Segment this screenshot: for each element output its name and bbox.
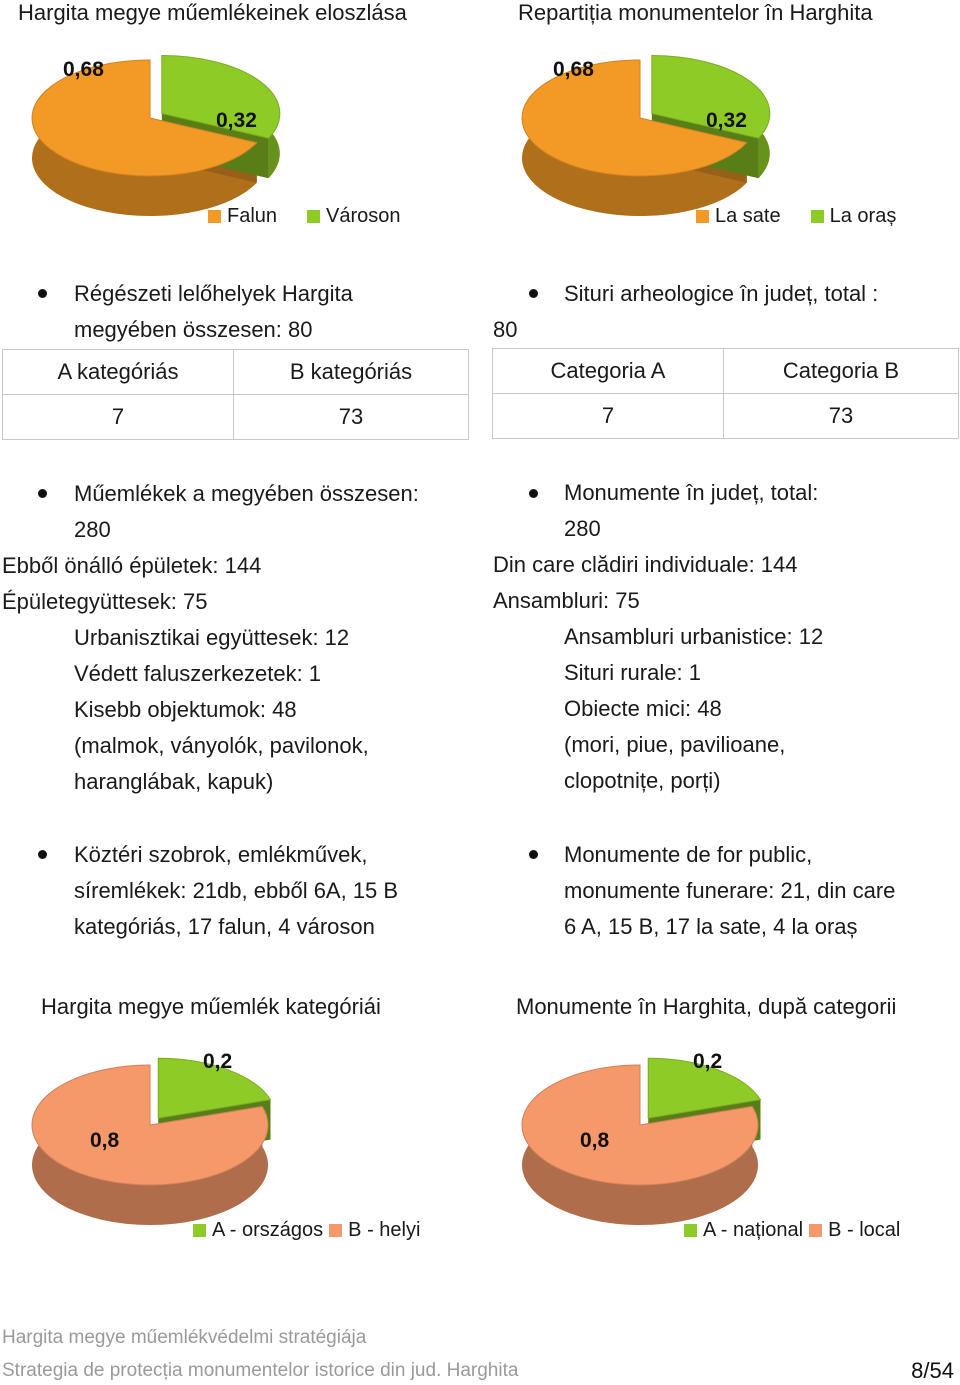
statues-line-ro: monumente funerare: 21, din care xyxy=(564,878,896,903)
pie-value-label: 0,2 xyxy=(693,1050,723,1073)
pie-value-label: 0,68 xyxy=(63,58,104,81)
legend-label: A - országos xyxy=(212,1219,324,1241)
legend-item-varoson xyxy=(307,204,401,228)
table-header-cell: Categoria B xyxy=(724,349,959,394)
pie-value-label: 0,2 xyxy=(203,1050,233,1073)
legend-swatch xyxy=(329,1224,342,1237)
bullet-icon xyxy=(529,489,538,498)
legend-label: Városon xyxy=(326,205,401,227)
pie-value-label: 0,8 xyxy=(90,1129,120,1152)
table-cell: 73 xyxy=(724,394,959,439)
monuments-sub-hu: Kisebb objektumok: 48 xyxy=(74,697,297,722)
monuments-line3-ro: Din care clădiri individuale: 144 xyxy=(493,552,798,577)
arch-line1-hu: Régészeti lelőhelyek Hargita xyxy=(74,281,353,306)
monuments-line3-hu: Ebből önálló épületek: 144 xyxy=(2,553,262,578)
legend-item-a xyxy=(684,1218,803,1242)
arch-table-ro xyxy=(492,348,959,439)
legend-ro-categories xyxy=(684,1218,900,1242)
statues-line-hu: síremlékek: 21db, ebből 6A, 15 B xyxy=(74,878,399,903)
pie-chart-ro-categories xyxy=(520,1030,790,1225)
table-cell: 7 xyxy=(3,395,234,440)
legend-label: La sate xyxy=(715,205,781,227)
arch-line2-ro: 80 xyxy=(493,317,518,342)
monuments-sub-ro: clopotnițe, porți) xyxy=(564,768,721,793)
legend-swatch xyxy=(811,210,824,223)
pie-chart-ro-distribution xyxy=(520,40,790,220)
legend-item-la-oras xyxy=(811,204,897,228)
table-header-cell: B kategóriás xyxy=(234,350,469,395)
chart-title-ro-categories: Monumente în Harghita, după categorii xyxy=(516,994,897,1019)
pie-value-label: 0,32 xyxy=(706,109,747,132)
statues-line-ro: 6 A, 15 B, 17 la sate, 4 la oraș xyxy=(564,914,858,939)
legend-ro-distribution xyxy=(696,204,896,228)
bullet-icon xyxy=(38,289,47,298)
pie-chart-hu-categories xyxy=(30,1030,300,1225)
legend-swatch xyxy=(208,210,221,223)
monuments-sub-ro: Obiecte mici: 48 xyxy=(564,696,722,721)
table-cell: 73 xyxy=(234,395,469,440)
monuments-sub-hu: haranglábak, kapuk) xyxy=(74,769,274,794)
legend-item-b xyxy=(329,1218,420,1242)
bullet-icon xyxy=(38,850,47,859)
page-number: 8/54 xyxy=(911,1358,954,1383)
pie-value-label: 0,8 xyxy=(580,1129,610,1152)
pie-body xyxy=(522,1050,760,1225)
arch-table-hu xyxy=(2,349,469,440)
legend-swatch xyxy=(809,1224,822,1237)
table-cell: 7 xyxy=(493,394,724,439)
monuments-sub-ro: (mori, piue, pavilioane, xyxy=(564,732,786,757)
legend-swatch xyxy=(193,1224,206,1237)
footer-title-hu: Hargita megye műemlékvédelmi stratégiája xyxy=(2,1327,367,1348)
chart-title-ro-distribution: Repartiția monumentelor în Harghita xyxy=(518,0,873,25)
monuments-sub-ro: Ansambluri urbanistice: 12 xyxy=(564,624,824,649)
pie-chart-hu-distribution xyxy=(30,40,300,220)
legend-label: B - helyi xyxy=(348,1219,421,1241)
monuments-sub-ro: Situri rurale: 1 xyxy=(564,660,701,685)
pie-value-label: 0,68 xyxy=(553,58,594,81)
legend-item-la-sate xyxy=(696,204,781,228)
bullet-icon xyxy=(38,489,47,498)
legend-label: La oraș xyxy=(829,205,897,227)
chart-title-hu-distribution: Hargita megye műemlékeinek eloszlása xyxy=(18,0,407,25)
table-header-cell: A kategóriás xyxy=(3,350,234,395)
legend-hu-categories xyxy=(193,1218,420,1242)
monuments-sub-hu: (malmok, ványolók, pavilonok, xyxy=(74,733,369,758)
legend-label: B - local xyxy=(828,1219,901,1241)
legend-label: Falun xyxy=(227,205,278,227)
legend-item-b xyxy=(809,1218,900,1242)
pie-value-label: 0,32 xyxy=(216,109,257,132)
monuments-line2-hu: 280 xyxy=(74,517,111,542)
monuments-sub-hu: Urbanisztikai együttesek: 12 xyxy=(74,625,350,650)
legend-swatch xyxy=(307,210,320,223)
footer-title-ro: Strategia de protecția monumentelor istorice din jud. Harghita xyxy=(2,1360,519,1381)
monuments-line4-hu: Épületegyüttesek: 75 xyxy=(2,589,208,614)
arch-line2-hu: megyében összesen: 80 xyxy=(74,317,313,342)
monuments-line2-ro: 280 xyxy=(564,516,601,541)
statues-line-ro: Monumente de for public, xyxy=(564,842,813,867)
monuments-line1-hu: Műemlékek a megyében összesen: xyxy=(74,481,419,506)
statues-line-hu: Köztéri szobrok, emlékművek, xyxy=(74,842,368,867)
legend-item-falun xyxy=(208,204,277,228)
pie-body xyxy=(32,1050,270,1225)
legend-item-a xyxy=(193,1218,323,1242)
pie-body xyxy=(32,55,280,216)
legend-hu-distribution xyxy=(208,204,401,228)
bullet-icon xyxy=(529,289,538,298)
monuments-sub-hu: Védett faluszerkezetek: 1 xyxy=(74,661,322,686)
monuments-line4-ro: Ansambluri: 75 xyxy=(493,588,640,613)
legend-swatch xyxy=(696,210,709,223)
table-header-cell: Categoria A xyxy=(493,349,724,394)
monuments-line1-ro: Monumente în județ, total: xyxy=(564,480,819,505)
legend-label: A - național xyxy=(703,1219,804,1241)
bullet-icon xyxy=(529,850,538,859)
chart-title-hu-categories: Hargita megye műemlék kategóriái xyxy=(41,994,381,1019)
arch-line1-ro: Situri arheologice în județ, total : xyxy=(564,281,879,306)
pie-body xyxy=(522,55,770,216)
statues-line-hu: kategóriás, 17 falun, 4 városon xyxy=(74,914,375,939)
legend-swatch xyxy=(684,1224,697,1237)
